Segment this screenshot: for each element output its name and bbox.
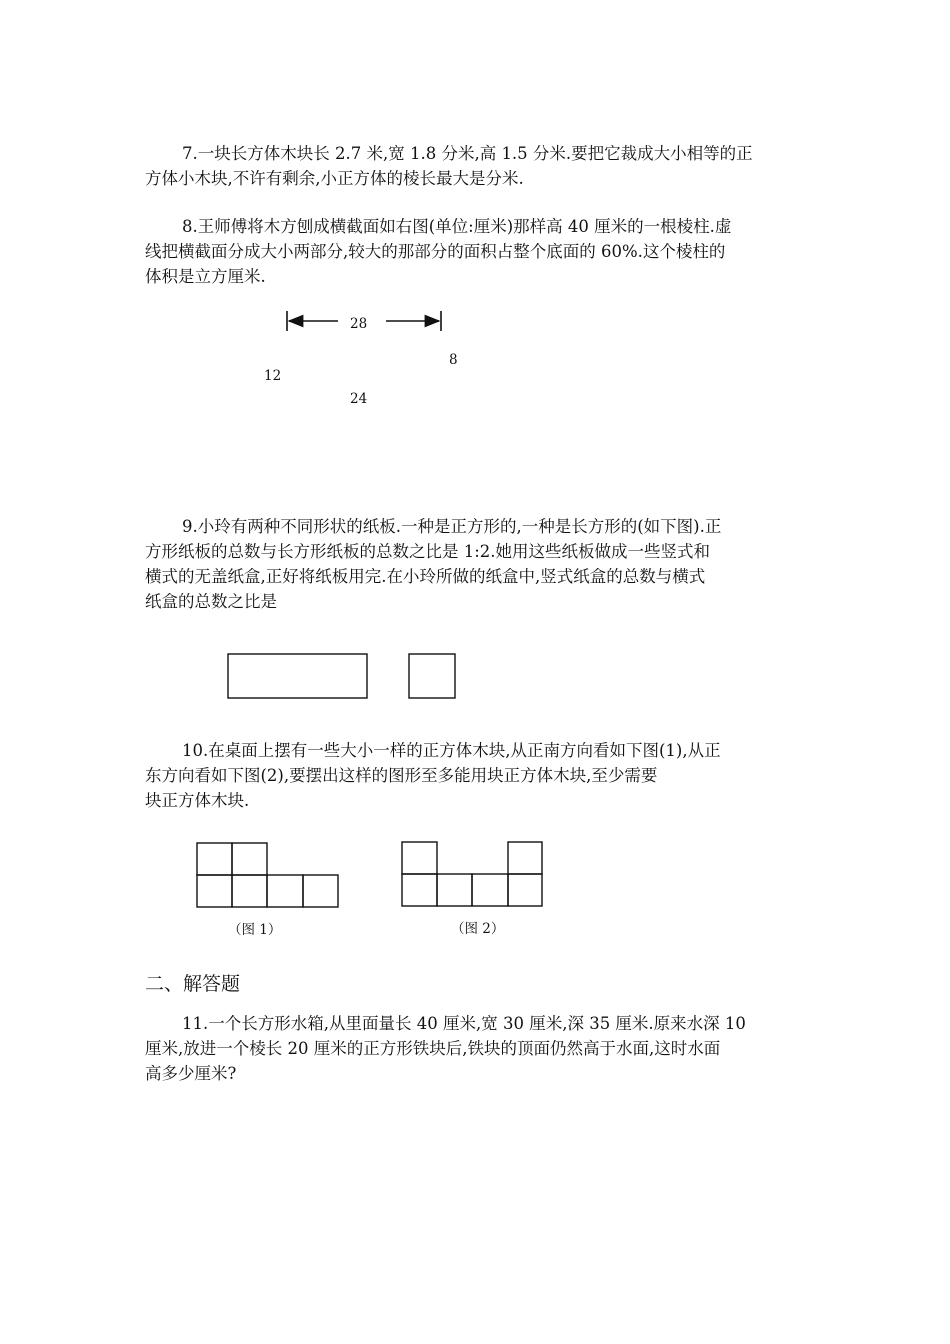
rectangle-cardboard bbox=[228, 654, 367, 698]
question-9-line-3: 横式的无盖纸盒,正好将纸板用完.在小玲所做的纸盒中,竖式纸盒的总数与横式 bbox=[145, 567, 706, 586]
question-9 bbox=[145, 514, 809, 614]
question-11-line-3: 高多少厘米? bbox=[145, 1064, 237, 1083]
figure-2-east-view bbox=[402, 842, 542, 906]
question-10-line-1: 10.在桌面上摆有一些大小一样的正方体木块,从正南方向看如下图(1),从正 bbox=[182, 741, 721, 760]
question-10 bbox=[145, 738, 809, 813]
square-cardboard bbox=[409, 654, 455, 698]
figure-2-caption: （图 2） bbox=[451, 921, 505, 937]
question-11-line-1: 11.一个长方形水箱,从里面量长 40 厘米,宽 30 厘米,深 35 厘米.原来水深 10 bbox=[182, 1014, 746, 1033]
question-9-line-4: 纸盒的总数之比是 bbox=[145, 592, 277, 611]
question-10-line-3: 块正方体木块. bbox=[145, 791, 250, 810]
question-7-line-1: 7.一块长方体木块长 2.7 米,宽 1.8 分米,高 1.5 分米.要把它裁成大小相等的正 bbox=[182, 144, 753, 163]
question-9-line-1: 9.小玲有两种不同形状的纸板.一种是正方形的,一种是长方形的(如下图).正 bbox=[182, 517, 722, 536]
question-9-line-2: 方形纸板的总数与长方形纸板的总数之比是 1:2.她用这些纸板做成一些竖式和 bbox=[145, 542, 711, 561]
dimension-label-left: 12 bbox=[264, 368, 282, 384]
dimension-label-bottom: 24 bbox=[350, 391, 368, 407]
dimension-label-top: 28 bbox=[350, 316, 368, 332]
figure-1-caption: （图 1） bbox=[228, 922, 282, 938]
section-heading: 二、解答题 bbox=[145, 973, 241, 995]
figure-1-south-view bbox=[197, 843, 338, 907]
question-11-line-2: 厘米,放进一个棱长 20 厘米的正方形铁块后,铁块的顶面仍然高于水面,这时水面 bbox=[145, 1039, 721, 1058]
question-7-line-2: 方体小木块,不许有剩余,小正方体的棱长最大是分米. bbox=[145, 169, 524, 188]
question-10-line-2: 东方向看如下图(2),要摆出这样的图形至多能用块正方体木块,至少需要 bbox=[145, 766, 658, 785]
question-11 bbox=[145, 1011, 809, 1086]
question-8-line-2: 线把横截面分成大小两部分,较大的那部分的面积占整个底面的 60%.这个棱柱的 bbox=[145, 242, 726, 261]
dimension-label-right: 8 bbox=[449, 352, 458, 368]
question-8-line-3: 体积是立方厘米. bbox=[145, 267, 266, 286]
question-8-line-1: 8.王师傅将木方刨成横截面如右图(单位:厘米)那样高 40 厘米的一根棱柱.虚 bbox=[182, 217, 732, 236]
